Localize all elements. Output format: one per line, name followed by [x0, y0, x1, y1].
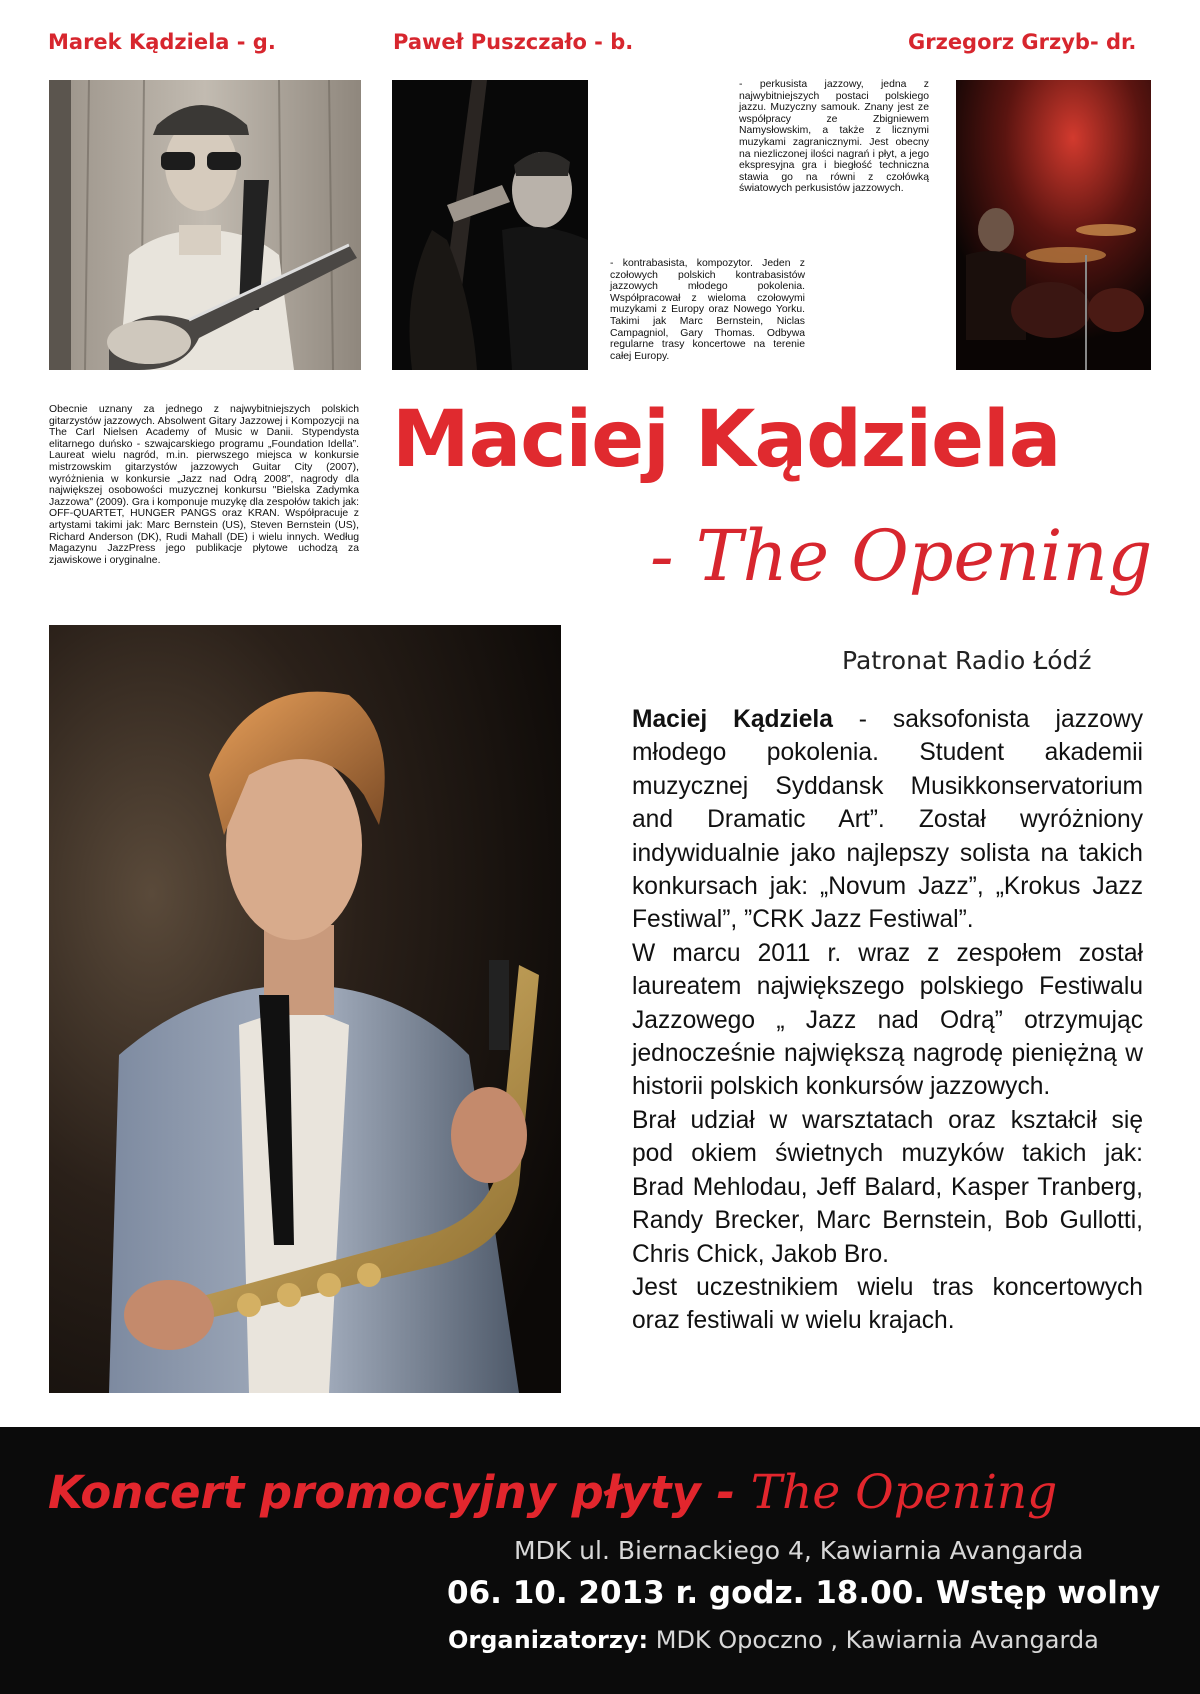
page-subtitle: - The Opening — [650, 515, 1153, 597]
footer-band — [0, 1427, 1200, 1694]
bio-paragraph-4: Jest uczestnikiem wielu tras koncertowych oraz festiwali w wielu krajach. — [632, 1273, 1143, 1335]
footer-title — [48, 1465, 1057, 1520]
bio-name: Maciej Kądziela — [632, 706, 833, 733]
bio-paragraph-2: W marcu 2011 r. wraz z zespołem został laureatem największego polskiego Festiwalu Jazzowego „ Jazz nad Odrą” otrzymując jednocześnie największą nagrodę pieniężną w historii polskich konkursów jazzowych. — [632, 939, 1143, 1101]
footer-org-label: Organizatorzy: — [448, 1626, 649, 1654]
guitarist-photo — [49, 80, 361, 370]
footer-title-album: The Opening — [750, 1465, 1058, 1520]
musician-name-pawel: Paweł Puszczało - b. — [393, 30, 634, 54]
bassist-photo — [392, 80, 588, 370]
footer-organizers — [448, 1626, 1099, 1654]
bio-paragraph-1 — [632, 703, 1143, 937]
page-title: Maciej Kądziela — [392, 395, 1061, 485]
footer-title-bold: Koncert promocyjny płyty - — [48, 1466, 751, 1519]
patron-line: Patronat Radio Łódź — [842, 646, 1092, 675]
main-bio — [632, 703, 1143, 1338]
footer-date: 06. 10. 2013 r. godz. 18.00. Wstęp wolny — [447, 1575, 1161, 1611]
drummer-photo — [956, 80, 1151, 370]
musician-name-marek: Marek Kądziela - g. — [48, 30, 276, 54]
puszczalo-bio: - kontrabasista, kompozytor. Jeden z czołowych polskich kontrabasistów jazzowych młodego pokolenia. Współpracował z wieloma czołowymi muzykami z Europy oraz Nowego Yorku. Takimi jak Marc Bernstein, Niclas Campagniol, Gary Thomas. Odbywa regularne trasy koncertowe na terenie całej Europy. — [610, 258, 805, 362]
bio-paragraph-3: Brał udział w warsztatach oraz kształcił się pod okiem świetnych muzyków takich jak: Brad Mehlodau, Jeff Balard, Kasper Tranberg, Randy Brecker, Marc Bernstein, Bob Gullotti, Chris Chick, Jakob Bro. — [632, 1106, 1143, 1268]
saxophonist-photo — [49, 625, 561, 1393]
footer-venue: MDK ul. Biernackiego 4, Kawiarnia Avangarda — [514, 1536, 1084, 1565]
musician-name-grzegorz: Grzegorz Grzyb- dr. — [908, 30, 1137, 54]
bio-intro: - saksofonista jazzowy młodego pokolenia. Student akademii muzycznej Syddansk Musikkonservatorium and Dramatic Art”. Został wyróżniony indywidualnie jako najlepszy solista na takich konkursach jak: „Novum Jazz”, „Krokus Jazz Festiwal”, ”CRK Jazz Festiwal”. — [632, 706, 1143, 934]
grzyb-bio: - perkusista jazzowy, jedna z najwybitniejszych postaci polskiego jazzu. Muzyczny samouk. Znany jest ze współpracy ze Zbigniewem Namysłowskim, a także z licznymi muzykami zagranicznymi. Jest obecny na niezliczonej ilości nagrań i płyt, a jego ekspresyjna gra i biegłość techniczna stawia go na równi z czołówką światowych perkusistów jazzowych. — [739, 79, 929, 195]
marek-bio: Obecnie uznany za jednego z najwybitniejszych polskich gitarzystów jazzowych. Absolwent Gitary Jazzowej i Kompozycji na The Carl Nielsen Academy of Music w Danii. Stypendysta elitarnego duńsko - szwajcarskiego programu „Foundation Idella”. Laureat wielu nagród, m.in. pierwszego miejsca w konkursie mistrzowskim gitarzystów jazzowych Guitar City (2007), wyróżnienia w konkursie „Jazz nad Odrą 2008”, nagrody dla największej osobowości muzycznej konkursu "Bielska Zadymka Jazzowa" (2009). Gra i komponuje muzykę dla zespołów takich jak: OFF-QUARTET, HUNGER PANGS oraz KRAN. Współpracuje z artystami takimi jak: Marc Bernstein (US), Steven Bernstein (US), Richard Anderson (DK), Rudi Mahall (DE) i wielu innych. Według Magazynu JazzPress jego publikacje płytowe uchodzą za zjawiskowe i oryginalne. — [49, 404, 359, 566]
footer-org-value: MDK Opoczno , Kawiarnia Avangarda — [648, 1626, 1099, 1654]
